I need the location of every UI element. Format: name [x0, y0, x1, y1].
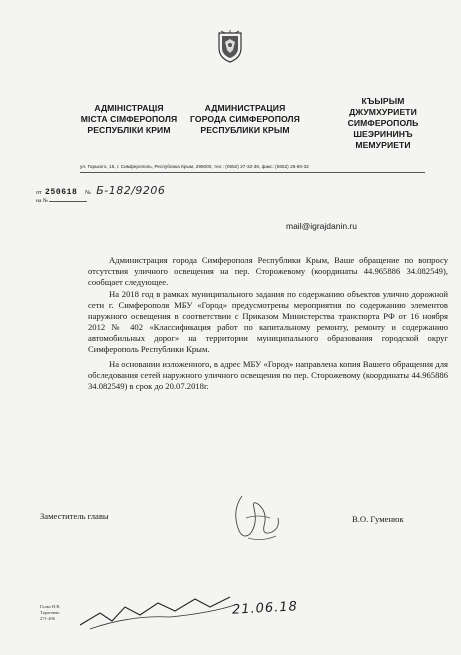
handwritten-number: Б-182/9206	[96, 184, 166, 197]
header-russian: АДМИНИСТРАЦИЯ ГОРОДА СИМФЕРОПОЛЯ РЕСПУБЛИКИ КРЫМ	[190, 103, 300, 135]
recipient-email: mail@igrajdanin.ru	[286, 221, 357, 231]
executor-block: Голко Н.В. Тарасенко 271-496	[40, 604, 61, 622]
number-stamp: 250618	[45, 188, 78, 197]
handwritten-date: 21.06.18	[231, 599, 299, 618]
letter-body	[88, 255, 448, 392]
header-divider	[80, 172, 425, 173]
reference-blank	[49, 201, 87, 202]
reference-row	[36, 198, 87, 204]
address-line: ул. Горького, 15, г. Симферополь, Республика Крым, 295000, тел.: (0652) 27-32-36, факс: (0652) 25-80-32	[80, 164, 309, 169]
signatory-name: В.О. Гуменюк	[352, 514, 404, 524]
paragraph-2: На 2018 год в рамках муниципального задания по содержанию объектов улично дорожной сети г. Симферополя МБУ «Город» предусмотрены мероприятия по содержанию элементов наружного освещения в соответствии с Приказом Министерства транспорта РФ от 16 ноября 2012 № 402 «Классификация работ по капитальному ремонту, ремонту и содержанию автомобильных дорог» на территории муниципального образования городской округ Симферополь Республики Крым.	[88, 289, 448, 354]
header-crimean-tatar: КЪЫРЫМ ДЖУМХУРИЕТИ СИМФЕРОПОЛЬ ШЕЭРИНИНЪ МЕМУРИЕТИ	[347, 96, 419, 150]
paragraph-3: На основании изложенного, в адрес МБУ «Город» направлена копия Вашего обращения для обследования сетей наружного уличного освещения по пер. Сторожевому (координаты 44.965886 34.082549) в срок до 20.07.2018г.	[88, 359, 448, 391]
from-label: от	[36, 190, 42, 196]
handwritten-scrawl	[70, 585, 370, 635]
reference-label: на №	[36, 198, 49, 204]
paragraph-1: Администрация города Симферополя Республики Крым, Ваше обращение по вопросу отсутствия уличного освещения на пер. Сторожевому (координаты 44.965886 34.082549), сообщает следующее.	[88, 255, 448, 287]
header-ukrainian: АДМІНІСТРАЦІЯ МІСТА СІМФЕРОПОЛЯ РЕСПУБЛІКИ КРИМ	[80, 103, 178, 135]
handwritten-signature	[228, 488, 288, 548]
signatory-position: Заместитель главы	[40, 511, 109, 521]
coat-of-arms-icon	[216, 30, 244, 64]
number-label: №	[84, 190, 91, 196]
outgoing-number-row	[36, 184, 165, 197]
